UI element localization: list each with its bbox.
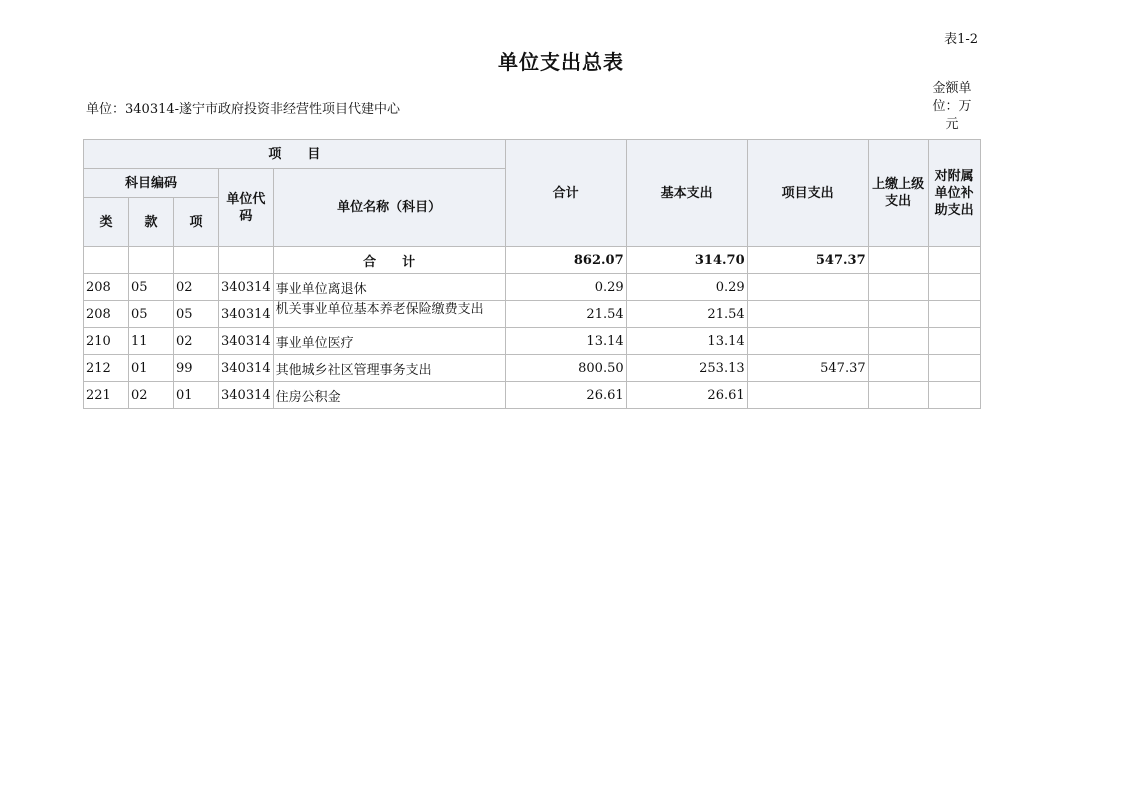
header-basic: 基本支出 — [626, 140, 747, 247]
cell-xiang: 99 — [174, 355, 219, 382]
cell-project — [747, 328, 868, 355]
cell-project — [747, 301, 868, 328]
cell-total: 21.54 — [505, 301, 626, 328]
total-cell-empty — [84, 247, 129, 274]
amount-unit-line-2: 位：万 — [932, 99, 972, 114]
header-item: 项 目 — [84, 140, 506, 169]
amount-unit-line-1: 金额单 — [932, 81, 972, 96]
cell-unit-name: 事业单位医疗 — [273, 328, 505, 355]
header-subject-code: 科目编码 — [84, 169, 219, 198]
cell-unit-code: 340314 — [219, 328, 274, 355]
cell-total: 13.14 — [505, 328, 626, 355]
total-basic: 314.70 — [626, 247, 747, 274]
total-cell-empty — [129, 247, 174, 274]
unit-line: 单位：340314-遂宁市政府投资非经营性项目代建中心 — [86, 102, 401, 117]
cell-basic: 0.29 — [626, 274, 747, 301]
cell-lei: 208 — [84, 301, 129, 328]
cell-subsidy — [928, 274, 980, 301]
header-upper: 上缴上级支出 — [868, 140, 928, 247]
cell-subsidy — [928, 355, 980, 382]
header-subsidy: 对附属单位补助支出 — [928, 140, 980, 247]
cell-total: 0.29 — [505, 274, 626, 301]
cell-project — [747, 382, 868, 409]
table-row — [84, 328, 981, 355]
cell-unit-name: 事业单位离退休 — [273, 274, 505, 301]
cell-kuan: 11 — [129, 328, 174, 355]
cell-subsidy — [928, 382, 980, 409]
header-kuan: 款 — [129, 198, 174, 247]
cell-xiang: 01 — [174, 382, 219, 409]
total-label: 合 计 — [273, 247, 505, 274]
cell-lei: 208 — [84, 274, 129, 301]
total-row — [84, 247, 981, 274]
cell-unit-name — [273, 301, 505, 328]
cell-project: 547.37 — [747, 355, 868, 382]
cell-lei: 221 — [84, 382, 129, 409]
expense-table — [83, 139, 981, 409]
header-project: 项目支出 — [747, 140, 868, 247]
cell-lei: 210 — [84, 328, 129, 355]
cell-xiang: 02 — [174, 328, 219, 355]
page-title: 单位支出总表 — [498, 50, 624, 74]
total-upper — [868, 247, 928, 274]
cell-upper — [868, 328, 928, 355]
cell-xiang: 05 — [174, 301, 219, 328]
cell-lei: 212 — [84, 355, 129, 382]
cell-upper — [868, 355, 928, 382]
cell-basic: 13.14 — [626, 328, 747, 355]
cell-unit-name: 住房公积金 — [273, 382, 505, 409]
cell-unit-name: 其他城乡社区管理事务支出 — [273, 355, 505, 382]
table-number: 表1-2 — [944, 32, 978, 47]
cell-unit-code: 340314 — [219, 274, 274, 301]
cell-upper — [868, 274, 928, 301]
cell-kuan: 02 — [129, 382, 174, 409]
cell-upper — [868, 382, 928, 409]
cell-total: 26.61 — [505, 382, 626, 409]
total-subsidy — [928, 247, 980, 274]
cell-kuan: 05 — [129, 301, 174, 328]
cell-unit-code: 340314 — [219, 301, 274, 328]
cell-basic: 21.54 — [626, 301, 747, 328]
cell-xiang: 02 — [174, 274, 219, 301]
cell-subsidy — [928, 301, 980, 328]
header-xiang: 项 — [174, 198, 219, 247]
cell-total: 800.50 — [505, 355, 626, 382]
header-unit-code: 单位代码 — [219, 169, 274, 247]
header-lei: 类 — [84, 198, 129, 247]
table-row — [84, 274, 981, 301]
cell-kuan: 01 — [129, 355, 174, 382]
cell-upper — [868, 301, 928, 328]
cell-basic: 26.61 — [626, 382, 747, 409]
cell-project — [747, 274, 868, 301]
table-row — [84, 301, 981, 328]
table-row — [84, 355, 981, 382]
cell-unit-code: 340314 — [219, 382, 274, 409]
total-total: 862.07 — [505, 247, 626, 274]
total-cell-empty — [174, 247, 219, 274]
cell-unit-name-text: 机关事业单位基本养老保险缴费支出 — [275, 302, 484, 317]
cell-subsidy — [928, 328, 980, 355]
cell-unit-code: 340314 — [219, 355, 274, 382]
cell-kuan: 05 — [129, 274, 174, 301]
total-project: 547.37 — [747, 247, 868, 274]
total-cell-empty — [219, 247, 274, 274]
cell-basic: 253.13 — [626, 355, 747, 382]
table-row — [84, 382, 981, 409]
amount-unit — [928, 80, 976, 134]
header-unit-name: 单位名称（科目） — [273, 169, 505, 247]
header-total: 合计 — [505, 140, 626, 247]
amount-unit-line-3: 元 — [945, 117, 959, 132]
